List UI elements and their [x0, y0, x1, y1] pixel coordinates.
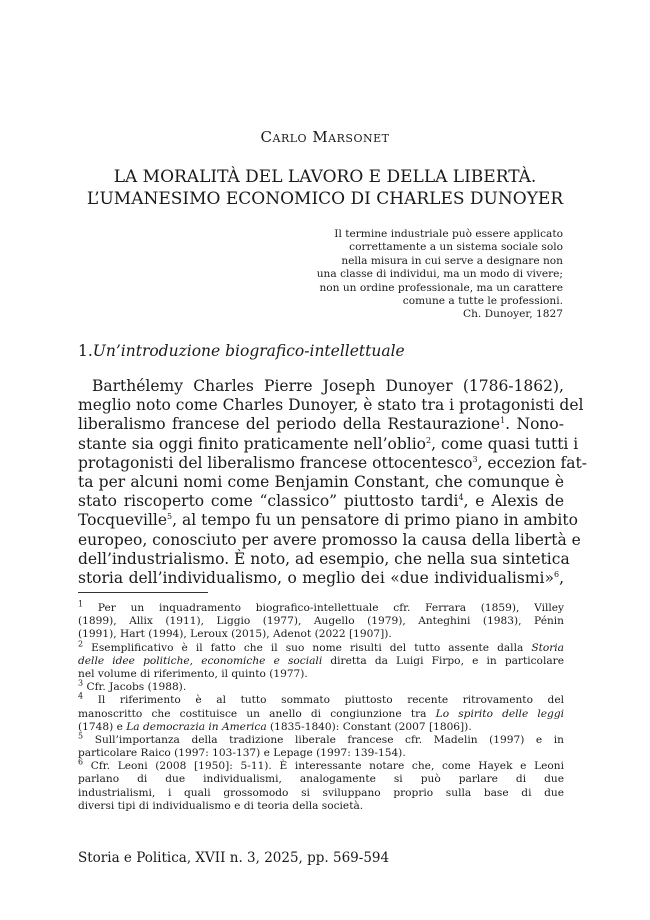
footnote-line: diversi tipi di individualismo e di teoria della società. [78, 799, 364, 812]
body-text-segment: stante sia oggi finito praticamente nell’oblio [78, 434, 427, 453]
epigraph-line: una classe di individui, ma un modo di vivere; [316, 268, 563, 281]
footnote-line: particolare Raico (1997: 103-137) e Lepage (1997: 139-154). [78, 747, 406, 760]
body-line: Barthélemy Charles Pierre Joseph Dunoyer (1786-1862), [92, 377, 564, 395]
epigraph-line: Il termine industriale può essere applicato [334, 228, 563, 240]
epigraph-line: nella misura in cui serve a designare non [341, 254, 563, 267]
journal-citation: Storia e Politica, XVII n. 3, 2025, pp. 569-594 [78, 850, 390, 866]
footnote-ref[interactable]: 4 [458, 492, 464, 502]
footnote-divider [78, 592, 208, 593]
epigraph-line: non un ordine professionale, ma un carattere [319, 281, 563, 294]
body-text-segment: , e Alexis de [463, 492, 565, 511]
author-name: Carlo Marsonet [260, 128, 390, 146]
body-text-segment: . Nono- [505, 415, 564, 434]
body-line [78, 492, 564, 511]
body-line: dell’industrialismo. È noto, ad esempio, che nella sua sintetica [78, 549, 570, 568]
article-title [60, 166, 590, 210]
body-text-segment: storia dell’individualismo, o meglio dei «due individualismi» [78, 568, 554, 587]
footnote-text: (1748) e [78, 720, 123, 733]
footnote-number: 4 [78, 691, 84, 701]
body-line: meglio noto come Charles Dunoyer, è stato tra i protagonisti del [78, 396, 584, 415]
body-text-segment: liberalismo francese del periodo della Restaurazione [78, 415, 501, 434]
footnote-text: Cfr. Jacobs (1988). [86, 681, 187, 694]
body-paragraph [78, 377, 587, 588]
footnote-italic: La democrazia in America [126, 720, 267, 733]
footnote-italic: Lo spirito delle leggi [435, 707, 565, 720]
body-text-segment: protagonisti del liberalismo francese ottocentesco [78, 453, 473, 472]
footnote-number: 2 [78, 639, 84, 649]
footnote-line [78, 678, 564, 694]
body-line [78, 434, 579, 454]
footnote-number: 6 [78, 757, 84, 767]
article-title-line-2: L’UMANESIMO ECONOMICO DI CHARLES DUNOYER [86, 189, 564, 209]
footnote-number: 5 [78, 731, 84, 741]
body-text-segment: , come quasi tutti i [431, 434, 579, 453]
footnote-line [78, 757, 564, 773]
body-line [78, 511, 578, 530]
footnote-ref[interactable]: 5 [167, 512, 173, 522]
section-title-text: Un’introduzione biografico-intellettuale [92, 342, 405, 360]
footnote-italic: delle idee politiche, economiche e sociali [78, 654, 323, 667]
body-text-segment: , [559, 568, 564, 587]
footnote-text: manoscritto che costituisce un anello di congiunzione tra [78, 707, 427, 720]
epigraph [280, 228, 563, 322]
footnote-text: Il riferimento è al tutto sommato piuttosto recente ritrovamento del [97, 694, 564, 707]
body-line [78, 415, 564, 434]
footnote-line [78, 639, 564, 655]
footnote-line [78, 599, 564, 615]
footnote-text: Sull’importanza della tradizione liberale francese cfr. Madelin (1997) e in [94, 733, 564, 746]
epigraph-attribution: Ch. Dunoyer, 1827 [462, 308, 563, 321]
footnote-ref[interactable]: 2 [426, 435, 432, 445]
footnote-line [78, 721, 564, 734]
footnote-line: industrialismi, i quali grossomodo si sviluppano proprio sulla base di due [78, 786, 564, 799]
body-line [78, 569, 564, 588]
footnote-line [78, 655, 564, 668]
footnote-text: Per un inquadramento biografico-intellettuale cfr. Ferrara (1859), Villey [97, 602, 564, 614]
footnote-line [78, 691, 564, 707]
article-title-line-1: LA MORALITÀ DEL LAVORO E DELLA LIBERTÀ. [113, 167, 537, 187]
footnote-number: 1 [78, 599, 84, 609]
footnote-text: diretta da Luigi Firpo, e in particolare [330, 654, 564, 667]
footnote-line [78, 731, 564, 747]
footnote-text: Cfr. Leoni (2008 [1950]: 5-11). È interessante notare che, come Hayek e Leoni [90, 760, 564, 773]
body-line [78, 453, 587, 473]
body-text-segment: , eccezion fat- [477, 453, 587, 472]
footnote-ref[interactable]: 1 [500, 416, 506, 426]
footnote-line: parlano di due individualismi, analogamente si può parlare di due [78, 773, 564, 786]
footnote-text: (1835-1840): Constant (2007 [1806]). [270, 720, 472, 733]
footnote-line: (1899), Allix (1911), Liggio (1977), Augello (1979), Anteghini (1983), Pénin [78, 615, 564, 628]
footnotes [78, 599, 565, 813]
body-line: europeo, conosciuto per avere promosso la causa della libertà e [78, 530, 581, 549]
footnote-italic: Storia [531, 641, 564, 654]
epigraph-line: correttamente a un sistema sociale solo [349, 241, 563, 254]
section-number: 1. [78, 342, 93, 360]
footnote-line [78, 708, 564, 721]
epigraph-line: comune a tutte le professioni. [402, 295, 563, 308]
footnote-ref[interactable]: 3 [472, 454, 478, 464]
footnote-line: nel volume di riferimento, il quinto (1977). [78, 667, 308, 680]
footnote-number: 3 [78, 678, 84, 688]
footnote-text: Esemplificativo è il fatto che il suo nome risulti del tutto assente dalla [91, 641, 524, 654]
section-heading [78, 342, 568, 360]
body-line: ta per alcuni nomi come Benjamin Constant, che comunque è [78, 472, 564, 491]
body-text-segment: , al tempo fu un pensatore di primo piano in ambito [172, 511, 578, 530]
footnote-ref[interactable]: 6 [553, 569, 560, 579]
body-text-segment: stato riscoperto come “classico” piuttosto tardi [78, 492, 459, 511]
footnote-line: (1991), Hart (1994), Leroux (2015), Adenot (2022 [1907]). [78, 628, 392, 641]
body-text-segment: Tocqueville [78, 511, 168, 530]
